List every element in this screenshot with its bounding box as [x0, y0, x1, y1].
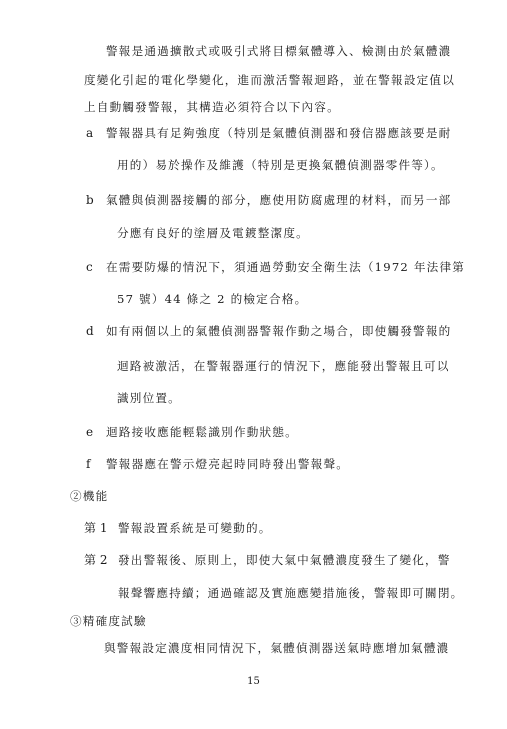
requirement-marker-d: d [86, 324, 94, 338]
requirement-a-line-2: 用的）易於操作及維護（特別是更換氣體偵測器零件等）。 [117, 158, 444, 172]
requirement-d-line-2: 迴路被激活，在警報器運行的情況下，應能發出警報且可以 [117, 359, 450, 373]
requirement-e-line-1: 迴路接收應能輕鬆識別作動狀態。 [106, 425, 298, 439]
requirement-d-line-1: 如有兩個以上的氣體偵測器警報作動之場合，即使觸發警報的 [106, 324, 452, 338]
accuracy-section-heading: ③精確度試驗 [70, 614, 147, 628]
requirement-marker-c: c [86, 260, 93, 274]
intro-line-1: 警報是通過擴散式或吸引式將目標氣體導入、檢測由於氣體濃 [106, 44, 452, 58]
requirement-marker-e: e [86, 425, 94, 439]
function-item-2-line-1: 發出警報後、原則上，即使大氣中氣體濃度發生了變化，警 [118, 553, 451, 567]
page-number: 15 [247, 676, 260, 687]
requirement-c-line-1: 在需要防爆的情況下，須通過勞動安全衛生法（1972 年法律第 [106, 260, 466, 274]
requirement-marker-f: f [86, 457, 91, 471]
requirement-f-line-1: 警報器應在警示燈亮起時同時發出警報聲。 [106, 457, 350, 471]
intro-line-3: 上自動觸發警報，其構造必須符合以下內容。 [84, 100, 340, 114]
requirement-marker-b: b [86, 193, 94, 207]
function-item-marker-2: 第 2 [84, 553, 108, 567]
intro-line-2: 度變化引起的電化學變化，進而激活警報迴路，並在警報設定值以 [84, 73, 456, 87]
function-section-heading: ②機能 [70, 489, 109, 503]
requirement-b-line-2: 分應有良好的塗層及電鍍整潔度。 [117, 226, 309, 240]
function-item-2-line-2: 報聲響應持續；通過確認及實施應變措施後，警報即可關閉。 [118, 586, 464, 600]
requirement-d-line-3: 識別位置。 [117, 391, 181, 405]
requirement-a-line-1: 警報器具有足夠強度（特別是氣體偵測器和發信器應該要是耐 [106, 126, 452, 140]
requirement-b-line-1: 氣體與偵測器接觸的部分，應使用防腐處理的材料，而另一部 [106, 193, 452, 207]
requirement-marker-a: a [86, 126, 94, 140]
accuracy-line-1: 與警報設定濃度相同情況下，氣體偵測器送氣時應增加氣體濃 [104, 641, 450, 655]
function-item-1-line-1: 警報設置系統是可變動的。 [118, 521, 272, 535]
requirement-c-line-2: 57 號）44 條之 2 的檢定合格。 [117, 292, 308, 306]
function-item-marker-1: 第 1 [84, 521, 108, 535]
